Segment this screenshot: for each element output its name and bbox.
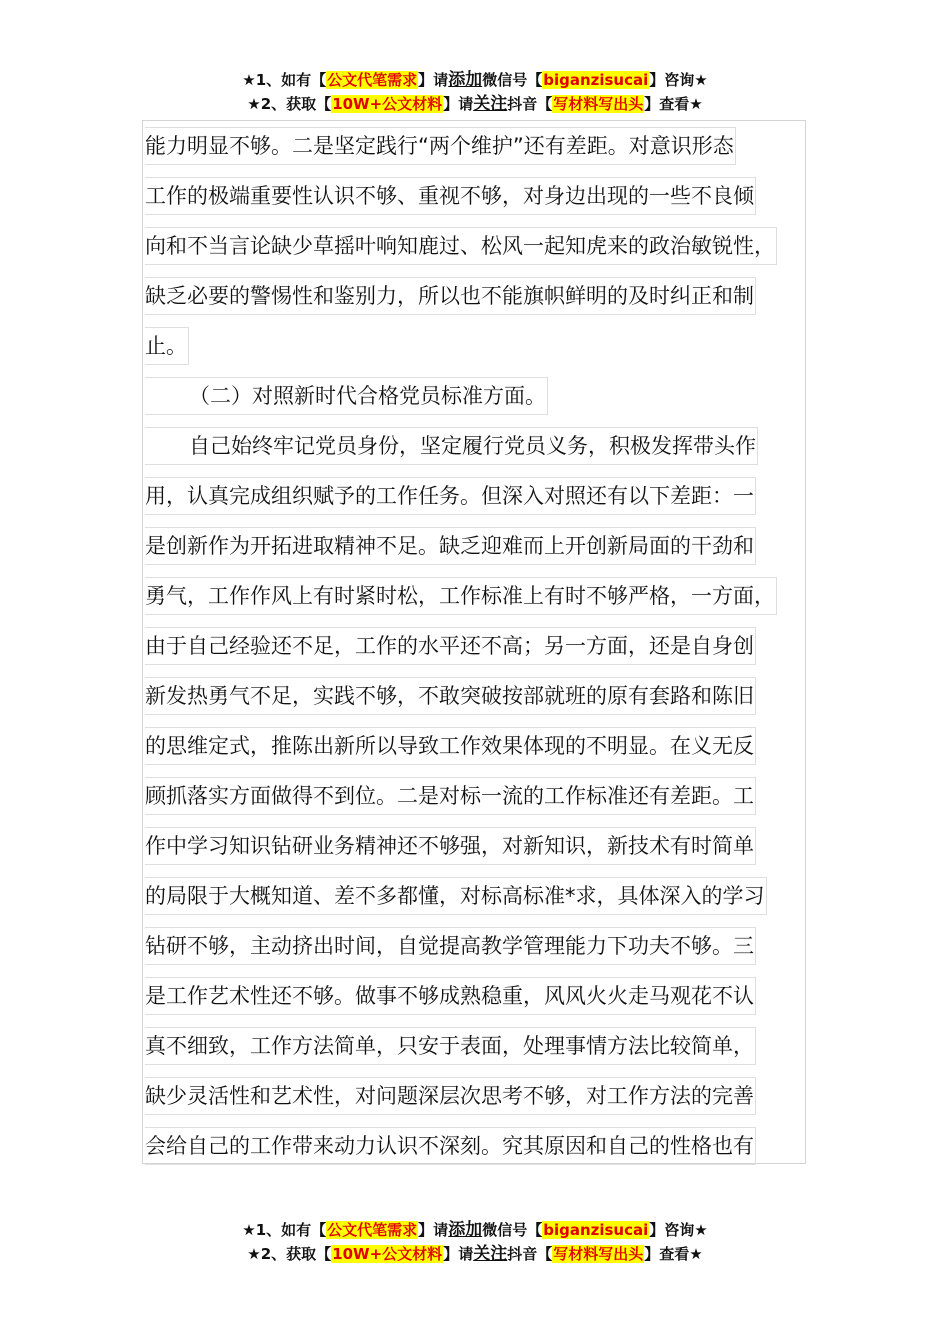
banner-text: 】请 (443, 95, 474, 113)
body-line: 新发热勇气不足，实践不够，不敢突破按部就班的原有套路和陈旧 (145, 676, 825, 726)
highlight-douyin: 写材料写出头 (553, 1245, 644, 1263)
body-line: 能力明显不够。二是坚定践行“两个维护”还有差距。对意识形态 (145, 126, 825, 176)
body-line: 的局限于大概知道、差不多都懂，对标高标准*求，具体深入的学习 (145, 876, 825, 926)
banner-text: 2、获取【 (260, 1245, 332, 1263)
star-icon: ★ (247, 95, 261, 113)
underline-add: 添加 (448, 70, 483, 90)
body-line: 向和不当言论缺少草摇叶响知鹿过、松风一起知虎来的政治敏锐性， (145, 226, 825, 276)
highlight-materials: 10W+公文材料 (332, 1245, 443, 1263)
banner-text: 1、如有【 (255, 71, 327, 89)
banner-text: 】查看★ (644, 1245, 703, 1263)
highlight-service: 公文代笔需求 (327, 71, 418, 89)
body-line: 止。 (145, 326, 825, 376)
body-line: 自己始终牢记党员身份，坚定履行党员义务，积极发挥带头作 (145, 426, 825, 476)
body-line: 用，认真完成组织赋予的工作任务。但深入对照还有以下差距：一 (145, 476, 825, 526)
banner-text: 】请 (418, 1221, 449, 1239)
banner-line-1 (0, 1218, 950, 1242)
banner-line-1 (0, 68, 950, 92)
body-line: 缺少灵活性和艺术性，对问题深层次思考不够，对工作方法的完善 (145, 1076, 825, 1126)
body-line: 会给自己的工作带来动力认识不深刻。究其原因和自己的性格也有 (145, 1126, 825, 1176)
body-line: 是工作艺术性还不够。做事不够成熟稳重，风风火火走马观花不认 (145, 976, 825, 1026)
star-icon: ★ (242, 1221, 256, 1239)
highlight-materials: 10W+公文材料 (332, 95, 443, 113)
star-icon: ★ (242, 71, 256, 89)
body-line: 勇气，工作作风上有时紧时松，工作标准上有时不够严格，一方面， (145, 576, 825, 626)
highlight-wechat-id: biganzisucai (543, 71, 649, 89)
body-line: 顾抓落实方面做得不到位。二是对标一流的工作标准还有差距。工 (145, 776, 825, 826)
body-line: 由于自己经验还不足，工作的水平还不高；另一方面，还是自身创 (145, 626, 825, 676)
body-line: 是创新作为开拓进取精神不足。缺乏迎难而上开创新局面的干劲和 (145, 526, 825, 576)
underline-follow: 关注 (473, 1244, 508, 1264)
banner-text: 】请 (418, 71, 449, 89)
body-line: 的思维定式，推陈出新所以导致工作效果体现的不明显。在义无反 (145, 726, 825, 776)
banner-text: 2、获取【 (260, 95, 332, 113)
body-line: 工作的极端重要性认识不够、重视不够，对身边出现的一些不良倾 (145, 176, 825, 226)
banner-text: 1、如有【 (255, 1221, 327, 1239)
highlight-douyin: 写材料写出头 (553, 95, 644, 113)
banner-text: 微信号【 (482, 71, 543, 89)
body-line: 钻研不够，主动挤出时间，自觉提高教学管理能力下功夫不够。三 (145, 926, 825, 976)
body-line: 缺乏必要的警惕性和鉴别力，所以也不能旗帜鲜明的及时纠正和制 (145, 276, 825, 326)
underline-follow: 关注 (473, 94, 508, 114)
banner-text: 抖音【 (507, 95, 553, 113)
section-heading: （二）对照新时代合格党员标准方面。 (145, 376, 825, 426)
banner-text: 】请 (443, 1245, 474, 1263)
header-banner (0, 68, 950, 116)
highlight-service: 公文代笔需求 (327, 1221, 418, 1239)
banner-line-2 (0, 92, 950, 116)
banner-text: 】咨询★ (649, 71, 708, 89)
banner-line-2 (0, 1242, 950, 1266)
highlight-wechat-id: biganzisucai (543, 1221, 649, 1239)
underline-add: 添加 (448, 1220, 483, 1240)
star-icon: ★ (247, 1245, 261, 1263)
banner-text: 】查看★ (644, 95, 703, 113)
body-line: 作中学习知识钻研业务精神还不够强，对新知识，新技术有时简单 (145, 826, 825, 876)
banner-text: 微信号【 (482, 1221, 543, 1239)
body-line: 真不细致，工作方法简单，只安于表面，处理事情方法比较简单， (145, 1026, 825, 1076)
banner-text: 】咨询★ (649, 1221, 708, 1239)
footer-banner (0, 1218, 950, 1266)
document-body (145, 126, 825, 1176)
banner-text: 抖音【 (507, 1245, 553, 1263)
